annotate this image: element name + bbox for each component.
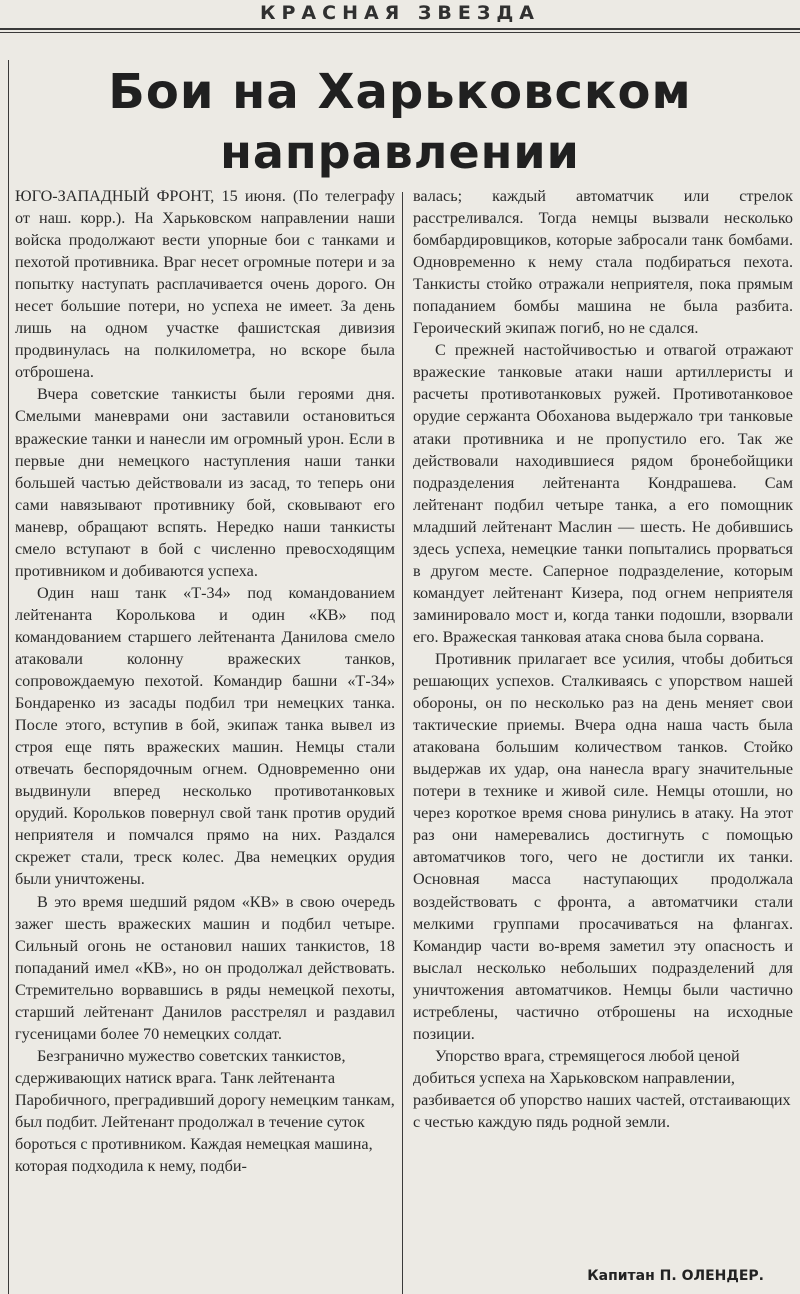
headline-line-2: направлении — [220, 125, 580, 179]
masthead — [0, 0, 800, 30]
article-right-column — [413, 185, 793, 1133]
headline-line-1: Бои на Харьковском — [108, 64, 692, 120]
paragraph: Вчера советские танкисты были героями дня. Смелыми маневрами они заставили остановиться вражеские танки и нанесли им огромный урон. Если в первые дни немецкого наступления наши танки большей частью действовали из засад, то теперь они сами навязывают противнику бой, сковывают его маневр, обращают вспять. Нередко наши танкисты смело вступают в бой с численно превосходящим противником и добиваются успеха. — [15, 385, 395, 580]
author-signature: Капитан П. ОЛЕНДЕР. — [587, 1268, 764, 1284]
paragraph: Упорство врага, стремящегося любой ценой добиться успеха на Харьковском направлении, разбивается об упорство наших частей, отстаивающих с честью каждую пядь родной земли. — [413, 1046, 791, 1131]
paragraph: С прежней настойчивостью и отвагой отражают вражеские танковые атаки наши артиллеристы и расчеты противотанковых ружей. Противотанковое орудие сержанта Обоханова выдержало три танковые атаки противника и не пропустило его. Так же действовали находившиеся рядом бронебойщики подразделения лейтенанта Кондрашева. Сам лейтенант подбил четыре танка, а его помощник младший лейтенант Маслин — шесть. Не добившись здесь успеха, немецкие танки попытались прорваться в другом месте. Саперное подразделение, которым командует лейтенант Кизера, под огнем неприятеля заминировало мост и, когда танки подошли, взорвали его. Вражеская танковая атака снова была сорвана. — [413, 341, 793, 646]
top-rule — [0, 28, 800, 30]
left-border — [8, 60, 9, 1294]
paragraph: Один наш танк «Т-34» под командованием лейтенанта Королькова и один «КВ» под командованием старшего лейтенанта Данилова смело атаковали колонну вражеских танков, сопровождаемую пехотой. Командир башни «Т-34» Бондаренко из засады подбил три немецких танка. После этого, вступив в бой, экипаж танка вывел из строя еще пять вражеских машин. Немцы стали отвечать беспорядочным огнем. Одновременно они выдвинули вперед несколько противотанковых орудий. Корольков повернул свой танк против орудий неприятеля и помчался прямо на них. Раздался скрежет стали, треск колес. Два немецких орудия были уничтожены. — [15, 583, 395, 889]
paragraph: В это время шедший рядом «КВ» в свою очередь зажег шесть вражеских машин и подбил четыре. Сильный огонь не остановил наших танкистов, 18 попаданий имел «КВ», но он продолжал действовать. Стремительно ворвавшись в ряды немецкой пехоты, старший лейтенант Данилов расстрелял и раздавил гусеницами более 70 немецких солдат. — [15, 892, 395, 1043]
column-divider — [402, 192, 403, 1294]
paragraph: Безгранично мужество советских танкистов, сдерживающих натиск врага. Танк лейтенанта Паробичного, преградивший дорогу немецким танкам, был подбит. Лейтенант продолжал в течение суток бороться с противником. Каждая немецкая машина, которая подходила к нему, подби- — [15, 1046, 395, 1176]
paragraph: Противник прилагает все усилия, чтобы добиться решающих успехов. Сталкиваясь с упорством нашей обороны, он по несколько раз на день меняет свои тактические приемы. Вчера одна наша часть была атакована большим количеством танков. Стойко выдержав их удар, она нанесла врагу значительные потери в технике и живой силе. Немцы отошли, но через короткое время снова ринулись в атаку. На этот раз они намеревались достигнуть с помощью автоматчиков того, чего не достигли их танки. Основная масса наступающих продолжала воздействовать с фронта, а автоматчики стали мелкими группами просачиваться на флангах. Командир части во-время заметил эту опасность и выслал несколько небольших подразделений для уничтожения автоматчиков. Немцы были частично истреблены, частично отброшены на исходные позиции. — [413, 649, 793, 1043]
paragraph: валась; каждый автоматчик или стрелок расстреливался. Тогда немцы вызвали несколько бомбардировщиков, которые забросали танк бомбами. Одновременно к нему стала подбираться пехота. Танкисты стойко отражали неприятеля, пока прямым попаданием бомбы машина не была разбита. Героический экипаж погиб, но не сдался. — [413, 187, 793, 338]
top-rule-thin — [0, 32, 800, 33]
article-left-column — [15, 185, 395, 1177]
paragraph: ЮГО-ЗАПАДНЫЙ ФРОНТ, 15 июня. (По телеграфу от наш. корр.). На Харьковском направлении наши войска продолжают вести упорные бои с танками и пехотой противника. Враг несет огромные потери и за попытку наступать расплачивается очень дорого. Он несет большие потери, но успеха не имеет. За день лишь на одном участке фашистская дивизия продвинулась на полкилометра, но вскоре была отброшена. — [15, 187, 395, 382]
newspaper-title: КРАСНАЯ ЗВЕЗДА — [259, 2, 541, 24]
